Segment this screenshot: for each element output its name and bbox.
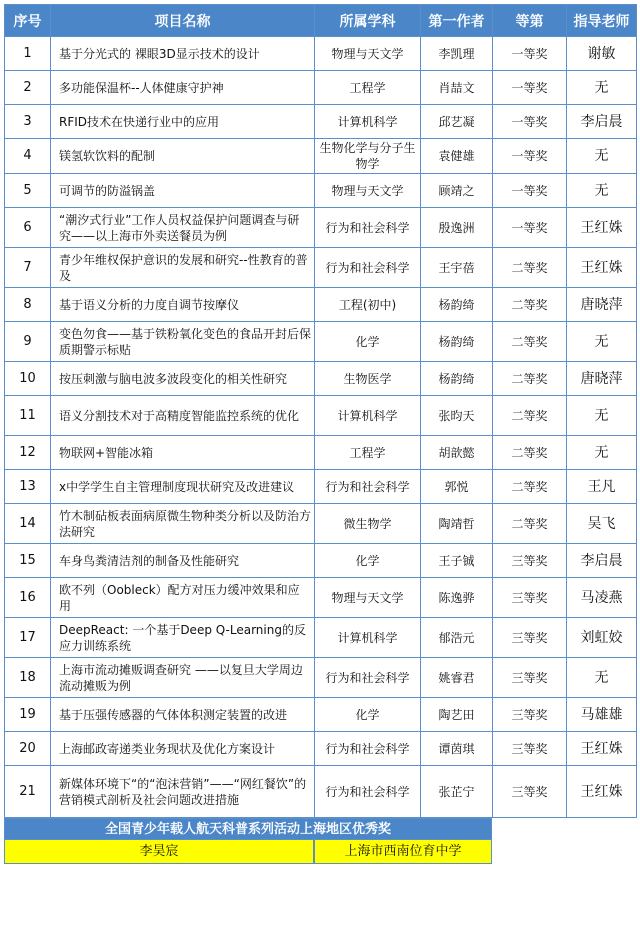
row-grade: 二等奖 bbox=[493, 322, 567, 362]
row-subject: 行为和社会科学 bbox=[315, 658, 421, 698]
row-index: 13 bbox=[5, 470, 51, 504]
table-body bbox=[5, 37, 637, 818]
table-row bbox=[5, 288, 637, 322]
table-row bbox=[5, 436, 637, 470]
table-row bbox=[5, 470, 637, 504]
row-teacher: 王红姝 bbox=[567, 208, 637, 248]
row-project: 基于分光式的 裸眼3D显示技术的设计 bbox=[51, 37, 315, 71]
row-project: 基于压强传感器的气体体积测定装置的改进 bbox=[51, 698, 315, 732]
row-author: 王子铖 bbox=[421, 544, 493, 578]
row-grade: 二等奖 bbox=[493, 470, 567, 504]
row-grade: 二等奖 bbox=[493, 362, 567, 396]
row-index: 10 bbox=[5, 362, 51, 396]
row-project: 欧不列（Oobleck）配方对压力缓冲效果和应用 bbox=[51, 578, 315, 618]
table-row bbox=[5, 37, 637, 71]
row-index: 4 bbox=[5, 139, 51, 174]
row-project: 新媒体环境下“的“泡沫营销”——“网红餐饮”的营销模式剖析及社会问题改进措施 bbox=[51, 766, 315, 818]
row-author: 袁健雄 bbox=[421, 139, 493, 174]
special-award-title: 全国青少年载人航天科普系列活动上海地区优秀奖 bbox=[4, 818, 492, 840]
row-author: 王宇蓓 bbox=[421, 248, 493, 288]
row-author: 郭悦 bbox=[421, 470, 493, 504]
results-sheet bbox=[4, 4, 636, 864]
table-row bbox=[5, 698, 637, 732]
row-index: 15 bbox=[5, 544, 51, 578]
row-project: “潮汐式行业”工作人员权益保护问题调查与研究——以上海市外卖送餐员为例 bbox=[51, 208, 315, 248]
row-project: 车身鸟粪清洁剂的制备及性能研究 bbox=[51, 544, 315, 578]
row-grade: 一等奖 bbox=[493, 71, 567, 105]
row-teacher: 李启晨 bbox=[567, 105, 637, 139]
header-teacher: 指导老师 bbox=[567, 5, 637, 37]
results-table bbox=[4, 4, 637, 818]
row-teacher: 无 bbox=[567, 396, 637, 436]
table-row bbox=[5, 732, 637, 766]
row-author: 殷逸洲 bbox=[421, 208, 493, 248]
row-grade: 二等奖 bbox=[493, 504, 567, 544]
row-project: 可调节的防溢锅盖 bbox=[51, 174, 315, 208]
row-author: 张昀天 bbox=[421, 396, 493, 436]
row-author: 谭茵琪 bbox=[421, 732, 493, 766]
header-author: 第一作者 bbox=[421, 5, 493, 37]
row-grade: 二等奖 bbox=[493, 436, 567, 470]
row-index: 20 bbox=[5, 732, 51, 766]
row-teacher: 无 bbox=[567, 139, 637, 174]
row-grade: 一等奖 bbox=[493, 208, 567, 248]
row-project: 镁氢软饮料的配制 bbox=[51, 139, 315, 174]
table-row bbox=[5, 766, 637, 818]
row-subject: 工程学 bbox=[315, 71, 421, 105]
header-project: 项目名称 bbox=[51, 5, 315, 37]
row-grade: 一等奖 bbox=[493, 139, 567, 174]
row-author: 杨韵绮 bbox=[421, 288, 493, 322]
row-subject: 工程(初中) bbox=[315, 288, 421, 322]
row-index: 17 bbox=[5, 618, 51, 658]
row-subject: 化学 bbox=[315, 544, 421, 578]
row-teacher: 吴飞 bbox=[567, 504, 637, 544]
row-subject: 生物医学 bbox=[315, 362, 421, 396]
row-index: 8 bbox=[5, 288, 51, 322]
table-row bbox=[5, 658, 637, 698]
table-row bbox=[5, 174, 637, 208]
table-row bbox=[5, 504, 637, 544]
row-subject: 行为和社会科学 bbox=[315, 766, 421, 818]
row-project: 物联网+智能冰箱 bbox=[51, 436, 315, 470]
special-award-section bbox=[4, 818, 636, 864]
row-author: 顾靖之 bbox=[421, 174, 493, 208]
row-teacher: 无 bbox=[567, 436, 637, 470]
row-grade: 三等奖 bbox=[493, 766, 567, 818]
row-teacher: 无 bbox=[567, 658, 637, 698]
row-teacher: 马雄雄 bbox=[567, 698, 637, 732]
row-grade: 三等奖 bbox=[493, 578, 567, 618]
table-row bbox=[5, 71, 637, 105]
row-subject: 行为和社会科学 bbox=[315, 732, 421, 766]
row-grade: 一等奖 bbox=[493, 105, 567, 139]
row-subject: 物理与天文学 bbox=[315, 174, 421, 208]
row-subject: 物理与天文学 bbox=[315, 578, 421, 618]
row-index: 12 bbox=[5, 436, 51, 470]
row-index: 11 bbox=[5, 396, 51, 436]
row-subject: 生物化学与分子生物学 bbox=[315, 139, 421, 174]
row-grade: 二等奖 bbox=[493, 288, 567, 322]
row-project: x中学学生自主管理制度现状研究及改进建议 bbox=[51, 470, 315, 504]
row-grade: 三等奖 bbox=[493, 618, 567, 658]
row-teacher: 王凡 bbox=[567, 470, 637, 504]
row-author: 邱艺凝 bbox=[421, 105, 493, 139]
row-teacher: 无 bbox=[567, 174, 637, 208]
row-project: RFID技术在快递行业中的应用 bbox=[51, 105, 315, 139]
row-project: 多功能保温杯--人体健康守护神 bbox=[51, 71, 315, 105]
table-row bbox=[5, 139, 637, 174]
header-index: 序号 bbox=[5, 5, 51, 37]
row-subject: 微生物学 bbox=[315, 504, 421, 544]
table-header-row bbox=[5, 5, 637, 37]
row-author: 郁浩元 bbox=[421, 618, 493, 658]
row-subject: 行为和社会科学 bbox=[315, 208, 421, 248]
table-row bbox=[5, 396, 637, 436]
row-index: 5 bbox=[5, 174, 51, 208]
row-author: 李凯理 bbox=[421, 37, 493, 71]
row-author: 陶靖哲 bbox=[421, 504, 493, 544]
row-teacher: 李启晨 bbox=[567, 544, 637, 578]
row-teacher: 唐晓萍 bbox=[567, 362, 637, 396]
row-subject: 化学 bbox=[315, 698, 421, 732]
row-project: DeepReact: 一个基于Deep Q-Learning的反应力训练系统 bbox=[51, 618, 315, 658]
row-subject: 计算机科学 bbox=[315, 618, 421, 658]
table-row bbox=[5, 105, 637, 139]
row-index: 6 bbox=[5, 208, 51, 248]
row-teacher: 王红姝 bbox=[567, 732, 637, 766]
row-subject: 计算机科学 bbox=[315, 105, 421, 139]
row-teacher: 谢敏 bbox=[567, 37, 637, 71]
row-index: 3 bbox=[5, 105, 51, 139]
row-index: 7 bbox=[5, 248, 51, 288]
table-row bbox=[5, 544, 637, 578]
row-subject: 化学 bbox=[315, 322, 421, 362]
row-grade: 一等奖 bbox=[493, 174, 567, 208]
row-project: 基于语义分析的力度自调节按摩仪 bbox=[51, 288, 315, 322]
row-index: 21 bbox=[5, 766, 51, 818]
row-project: 竹木制砧板表面病原微生物种类分析以及防治方法研究 bbox=[51, 504, 315, 544]
row-teacher: 无 bbox=[567, 71, 637, 105]
row-author: 肖喆文 bbox=[421, 71, 493, 105]
special-award-student: 李昊宸 bbox=[4, 840, 314, 864]
table-row bbox=[5, 208, 637, 248]
row-teacher: 王红姝 bbox=[567, 766, 637, 818]
table-row bbox=[5, 578, 637, 618]
row-author: 杨韵绮 bbox=[421, 362, 493, 396]
table-row bbox=[5, 322, 637, 362]
row-author: 陈逸骅 bbox=[421, 578, 493, 618]
row-author: 陶艺田 bbox=[421, 698, 493, 732]
row-project: 青少年维权保护意识的发展和研究--性教育的普及 bbox=[51, 248, 315, 288]
row-grade: 三等奖 bbox=[493, 658, 567, 698]
row-teacher: 王红姝 bbox=[567, 248, 637, 288]
table-row bbox=[5, 248, 637, 288]
row-grade: 二等奖 bbox=[493, 396, 567, 436]
row-grade: 三等奖 bbox=[493, 698, 567, 732]
row-index: 16 bbox=[5, 578, 51, 618]
row-project: 变色勿食——基于铁粉氧化变色的食品开封后保质期警示标贴 bbox=[51, 322, 315, 362]
row-teacher: 无 bbox=[567, 322, 637, 362]
row-teacher: 唐晓萍 bbox=[567, 288, 637, 322]
row-index: 2 bbox=[5, 71, 51, 105]
row-grade: 三等奖 bbox=[493, 544, 567, 578]
special-award-row bbox=[4, 840, 492, 864]
row-teacher: 马凌燕 bbox=[567, 578, 637, 618]
header-grade: 等第 bbox=[493, 5, 567, 37]
row-grade: 二等奖 bbox=[493, 248, 567, 288]
row-subject: 物理与天文学 bbox=[315, 37, 421, 71]
header-subject: 所属学科 bbox=[315, 5, 421, 37]
row-project: 上海邮政寄递类业务现状及优化方案设计 bbox=[51, 732, 315, 766]
row-subject: 工程学 bbox=[315, 436, 421, 470]
row-project: 按压刺激与脑电波多波段变化的相关性研究 bbox=[51, 362, 315, 396]
table-row bbox=[5, 618, 637, 658]
row-project: 上海市流动摊贩调查研究 ——以复旦大学周边流动摊贩为例 bbox=[51, 658, 315, 698]
row-index: 19 bbox=[5, 698, 51, 732]
special-award-school: 上海市西南位育中学 bbox=[314, 840, 492, 864]
row-index: 14 bbox=[5, 504, 51, 544]
row-subject: 行为和社会科学 bbox=[315, 470, 421, 504]
row-grade: 三等奖 bbox=[493, 732, 567, 766]
row-grade: 一等奖 bbox=[493, 37, 567, 71]
row-subject: 行为和社会科学 bbox=[315, 248, 421, 288]
table-row bbox=[5, 362, 637, 396]
row-index: 9 bbox=[5, 322, 51, 362]
row-author: 胡歆懿 bbox=[421, 436, 493, 470]
row-project: 语义分割技术对于高精度智能监控系统的优化 bbox=[51, 396, 315, 436]
row-author: 姚睿君 bbox=[421, 658, 493, 698]
row-index: 1 bbox=[5, 37, 51, 71]
row-author: 张芷宁 bbox=[421, 766, 493, 818]
row-author: 杨韵绮 bbox=[421, 322, 493, 362]
row-subject: 计算机科学 bbox=[315, 396, 421, 436]
row-teacher: 刘虹姣 bbox=[567, 618, 637, 658]
row-index: 18 bbox=[5, 658, 51, 698]
